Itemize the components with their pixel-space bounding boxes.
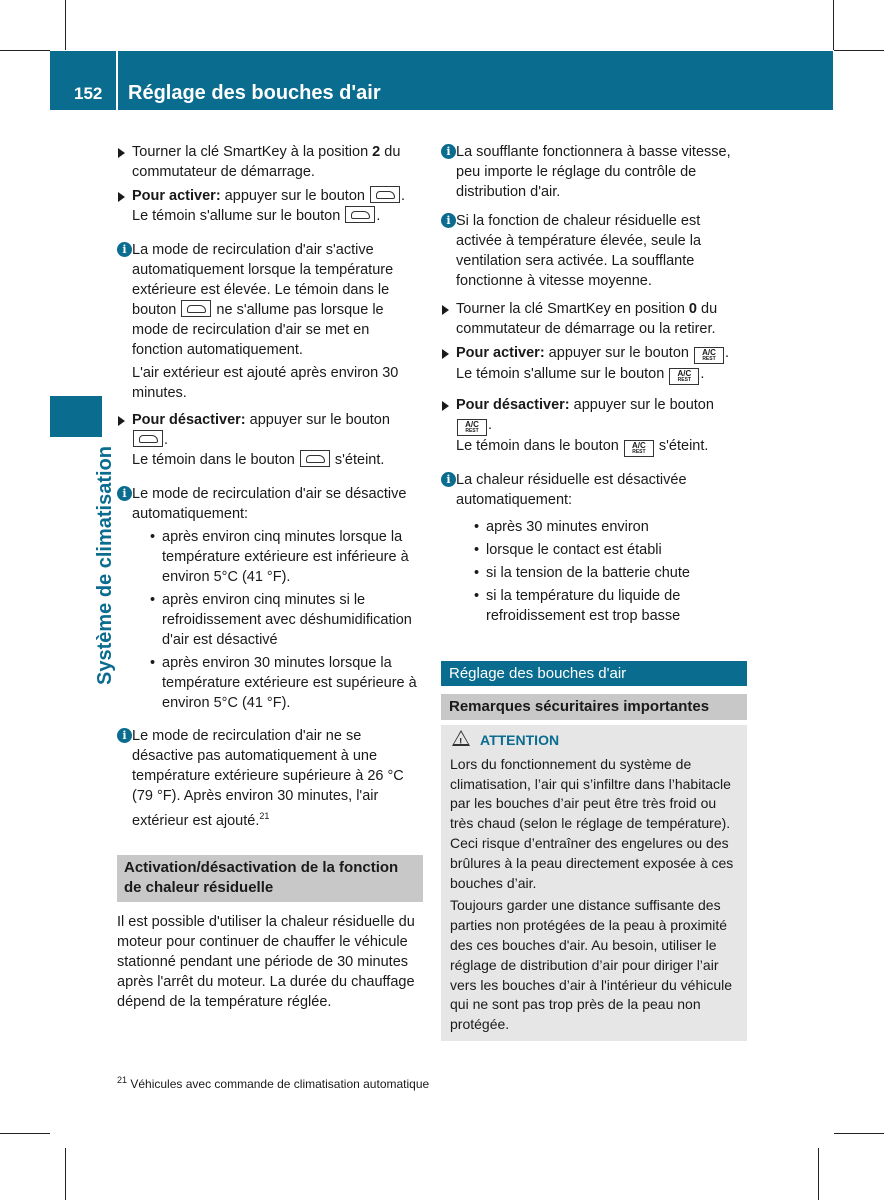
text: Tourner la clé SmartKey à la position — [132, 144, 373, 160]
attention-heading — [450, 731, 738, 751]
bullet-arrow-icon — [442, 401, 449, 411]
info-icon: i — [117, 728, 132, 743]
info-note — [441, 211, 747, 291]
recirculation-button-icon — [370, 186, 400, 203]
list-item: • après environ 30 minutes lorsque la température extérieure est supérieure à environ 5°C (41 °F). — [147, 653, 423, 713]
crop-mark — [0, 1133, 50, 1134]
crop-mark — [65, 0, 66, 50]
text: appuyer sur le bouton — [220, 188, 369, 204]
text: appuyer sur le bouton — [569, 397, 714, 413]
paragraph: Toujours garder une distance suffisante des parties non protégées de la peau à proximité des ces bouches d'air. Au besoin, utiliser le réglage de distribution d’air pour diriger l’air vers les bouches d’air à l'intérieur du véhicule qui ne sont pas trop près de la peau non protégée. — [450, 897, 733, 1033]
info-icon: i — [441, 472, 456, 487]
text: s'éteint. — [330, 452, 385, 468]
header-separator — [116, 51, 118, 110]
section-heading: Réglage des bouches d'air — [441, 661, 747, 686]
text: Le témoin s'allume sur le bouton — [132, 208, 345, 224]
ac-rest-button-icon: A/C REST — [624, 440, 654, 457]
info-icon: i — [441, 144, 456, 159]
text: du commutateur de démarrage. — [132, 144, 401, 180]
crop-mark — [65, 1148, 66, 1200]
text: Le témoin dans le bouton — [456, 438, 623, 454]
text: s'éteint. — [654, 438, 709, 454]
ac-rest-button-icon: A/C REST — [694, 347, 724, 364]
info-note — [117, 726, 423, 831]
page-title: Réglage des bouches d'air — [128, 82, 381, 104]
text: Le témoin dans le bouton — [132, 452, 299, 468]
text: Le témoin s'allume sur le bouton — [456, 366, 669, 382]
ac-rest-button-icon: A/C REST — [669, 368, 699, 385]
step-item: Pour désactiver: appuyer sur le bouton . Le témoin dans le bouton s'éteint. — [117, 410, 423, 470]
bullet-arrow-icon — [118, 416, 125, 426]
list-item: • après environ cinq minutes lorsque la température extérieure est inférieure à environ 5°C (41 °F). — [147, 527, 423, 587]
text: Le mode de recirculation d'air ne se désactive pas automatiquement à une température extérieure supérieure à 26 °C (79 °F). Après environ 30 minutes, l'air extérieur est ajouté. — [132, 728, 404, 829]
crop-mark — [834, 50, 884, 51]
text: appuyer sur le bouton — [544, 345, 693, 361]
paragraph: Lors du fonctionnement du système de climatisation, l’air qui s’infiltre dans l’habitacle par les bouches d’air peut être très froid ou très chaud (selon le réglage de température). Ceci risque d’entraîner des engelures ou des brûlures à la peau directement exposée à ces bouches d’air. — [450, 755, 734, 891]
list-item: • lorsque le contact est établi — [471, 540, 747, 560]
attention-label: ATTENTION — [480, 732, 560, 748]
text: ne s'allume pas lorsque le mode de recirculation d'air se met en fonction automatiquement. — [132, 302, 384, 358]
text-bold: 2 — [372, 144, 381, 160]
text-bold: Pour activer: — [132, 188, 221, 204]
text: Si la fonction de chaleur résiduelle est activée à température élevée, seule la ventilation sera activée. La soufflante fonctionne à vitesse moyenne. — [456, 213, 702, 289]
bullet-arrow-icon — [118, 192, 125, 202]
crop-mark — [818, 1148, 819, 1200]
text: La mode de recirculation d'air s'active automatiquement lorsque la température extérieure est élevée. Le témoin dans le bouton — [132, 242, 394, 318]
page-number: 152 — [74, 84, 103, 103]
footnote-text: Véhicules avec commande de climatisation automatique — [127, 1077, 430, 1091]
text-bold: Pour désactiver: — [132, 412, 246, 428]
text-bold: Pour activer: — [456, 345, 545, 361]
text: La soufflante fonctionnera à basse vitesse, peu importe le réglage du contrôle de distribution d'air. — [456, 144, 731, 200]
recirculation-button-icon — [181, 300, 211, 317]
text: appuyer sur le bouton — [245, 412, 390, 428]
text-bold: Pour désactiver: — [456, 397, 570, 413]
chapter-label: Système de climatisation — [94, 446, 116, 685]
text: Tourner la clé SmartKey en position — [456, 301, 689, 317]
crop-mark — [0, 50, 50, 51]
list-item: • si la température du liquide de refroidissement est trop basse — [471, 586, 747, 626]
info-icon: i — [117, 486, 132, 501]
bullet-arrow-icon — [118, 148, 125, 158]
crop-mark — [833, 0, 834, 50]
step-item: Pour activer: appuyer sur le bouton A/C REST . Le témoin s'allume sur le bouton A/C REST . — [441, 343, 747, 385]
step-item: Pour activer: appuyer sur le bouton . Le témoin s'allume sur le bouton . — [117, 186, 423, 226]
crop-mark — [834, 1133, 884, 1134]
recirculation-button-icon — [345, 206, 375, 223]
text: L'air extérieur est ajouté après environ 30 minutes. — [132, 365, 399, 401]
footnote — [117, 1075, 429, 1091]
section-heading: Activation/désactivation de la fonction de chaleur résiduelle — [117, 855, 423, 902]
bullet-arrow-icon — [442, 305, 449, 315]
attention-box — [441, 725, 747, 1041]
info-icon: i — [117, 242, 132, 257]
paragraph: Il est possible d'utiliser la chaleur résiduelle du moteur pour continuer de chauffer le véhicule stationné pendant une période de 30 minutes après l'arrêt du moteur. La durée du chauffage dépend de la température réglée. — [117, 913, 415, 1010]
step-item: Pour désactiver: appuyer sur le bouton A/C REST . Le témoin dans le bouton A/C REST s'éteint. — [441, 395, 747, 457]
footnote-number: 21 — [117, 1075, 128, 1085]
text: Le mode de recirculation d'air se désactive automatiquement: — [132, 486, 407, 522]
info-note — [441, 470, 747, 626]
info-icon: i — [441, 213, 456, 228]
subsection-heading: Remarques sécuritaires importantes — [441, 694, 747, 720]
info-note — [117, 484, 423, 713]
recirculation-button-icon — [300, 450, 330, 467]
info-note — [117, 240, 423, 403]
bullet-arrow-icon — [442, 349, 449, 359]
warning-mark: ! — [459, 737, 463, 748]
step-item — [441, 299, 747, 339]
list-item: • après 30 minutes environ — [471, 517, 747, 537]
column-left — [117, 142, 423, 1012]
column-right — [441, 142, 747, 1041]
text: du commutateur de démarrage ou la retirer. — [456, 301, 718, 337]
recirculation-button-icon — [133, 430, 163, 447]
step-item — [117, 142, 423, 182]
text: La chaleur résiduelle est désactivée automatiquement: — [456, 472, 687, 508]
list-item: • après environ cinq minutes si le refroidissement avec déshumidification d'air est désactivé — [147, 590, 423, 650]
ac-rest-button-icon: A/C REST — [457, 419, 487, 436]
text-bold: 0 — [688, 301, 697, 317]
footnote-ref: 21 — [259, 811, 270, 821]
info-note — [441, 142, 747, 202]
list-item: • si la tension de la batterie chute — [471, 563, 747, 583]
side-tab — [50, 396, 102, 437]
